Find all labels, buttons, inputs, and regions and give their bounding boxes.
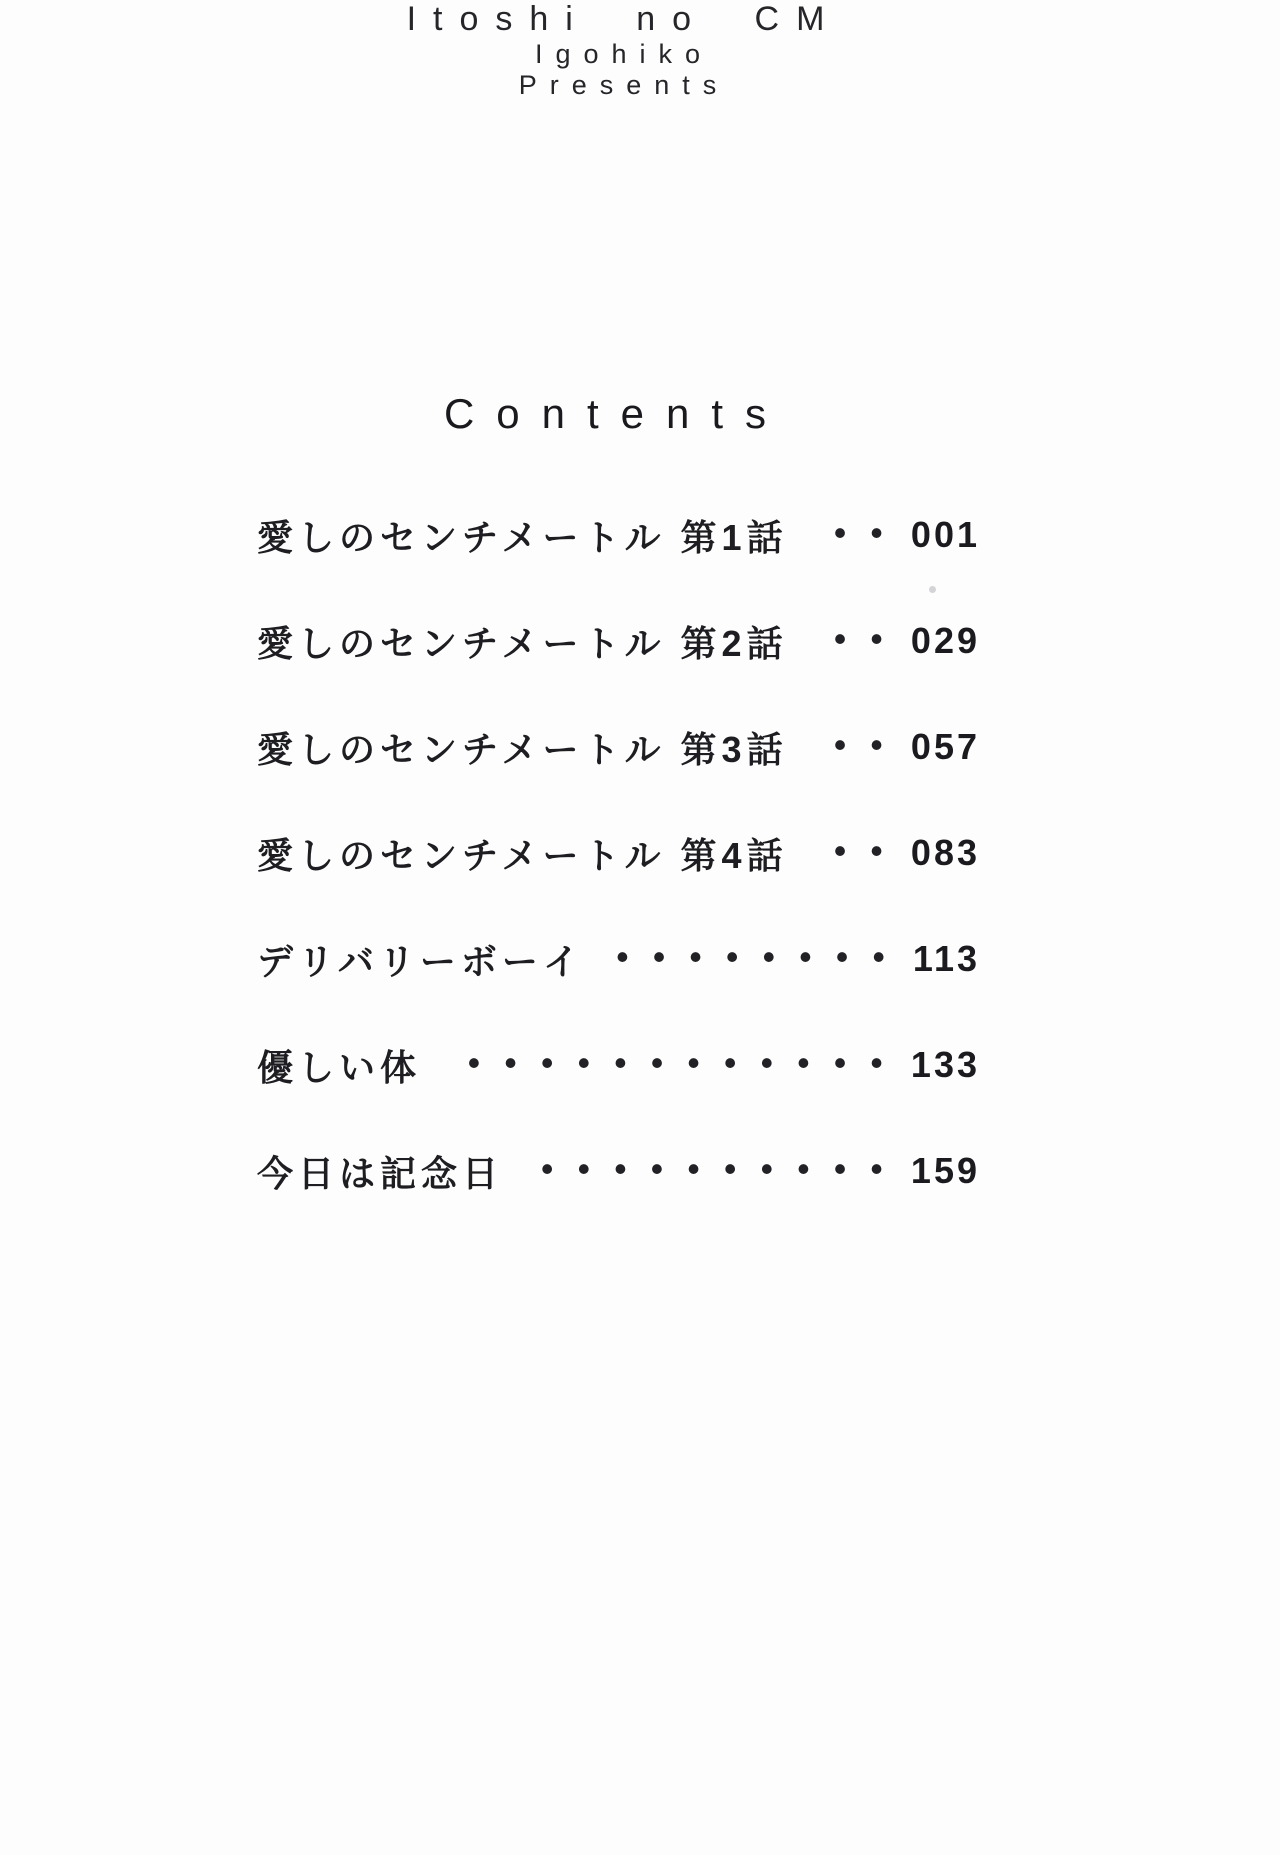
toc-list <box>257 512 980 1258</box>
toc-leader-dots: •••••••••••• <box>467 1042 907 1083</box>
toc-entry-title: 愛しのセンチメートル 第1話 <box>257 516 788 558</box>
toc-entry-right-group <box>834 620 980 662</box>
toc-leader-dots: •• <box>833 512 907 553</box>
toc-entry <box>257 936 980 982</box>
toc-entry-right-group <box>834 832 980 874</box>
toc-entry-page-number: 001 <box>910 514 980 555</box>
toc-entry-title: 愛しのセンチメートル 第3話 <box>257 728 788 770</box>
toc-entry-right-group <box>468 1044 980 1086</box>
toc-entry-title: デリバリーボーイ <box>257 940 584 982</box>
toc-entry-page-number: 083 <box>910 832 980 873</box>
toc-entry-page-number: 029 <box>910 620 980 661</box>
footer-credits <box>0 0 1248 101</box>
page-title: Contents <box>443 390 789 437</box>
toc-entry <box>257 724 980 770</box>
toc-entry-title: 愛しのセンチメートル 第2話 <box>257 622 788 664</box>
toc-entry-right-group <box>616 938 980 980</box>
toc-entry-title: 愛しのセンチメートル 第4話 <box>257 834 788 876</box>
toc-entry-page-number: 057 <box>910 726 980 767</box>
toc-leader-dots: •••••••••• <box>540 1148 907 1189</box>
footer-series-title: Itoshi no CM <box>406 0 842 38</box>
toc-entry <box>257 1148 980 1194</box>
footer-presents: Presents <box>518 70 730 100</box>
toc-entry-title: 優しい体 <box>257 1046 422 1088</box>
toc-leader-dots: •••••••• <box>616 936 909 977</box>
toc-entry-right-group <box>834 514 980 556</box>
toc-leader-dots: •• <box>833 724 907 765</box>
toc-entry-right-group <box>541 1150 980 1192</box>
toc-entry-right-group <box>834 726 980 768</box>
toc-leader-dots: •• <box>833 830 907 871</box>
scan-speck <box>929 586 936 593</box>
toc-entry <box>257 618 980 664</box>
toc-entry <box>257 512 980 558</box>
toc-leader-dots: •• <box>833 618 907 659</box>
toc-entry-page-number: 133 <box>910 1044 980 1085</box>
toc-entry <box>257 830 980 876</box>
toc-entry-title: 今日は記念日 <box>257 1152 504 1194</box>
footer-author: Igohiko <box>534 39 714 69</box>
toc-entry <box>257 1042 980 1088</box>
toc-entry-page-number: 159 <box>910 1150 980 1191</box>
toc-entry-page-number: 113 <box>912 938 980 979</box>
